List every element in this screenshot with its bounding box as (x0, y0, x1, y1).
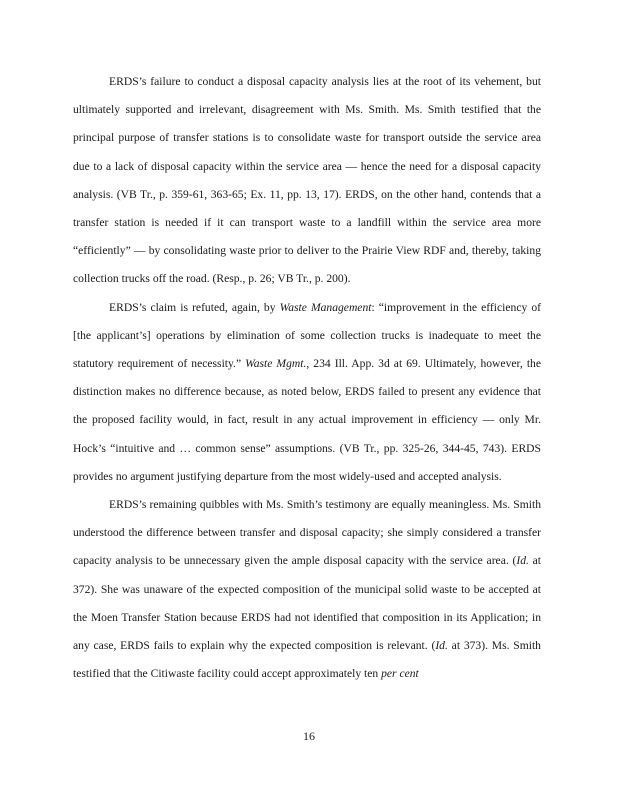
italic-text: Waste Management (279, 300, 372, 314)
italic-text: per cent (381, 667, 419, 681)
paragraph-3 (73, 491, 541, 688)
paragraph-1 (73, 68, 541, 294)
paragraph-text: at 372). She was unaware of the expected composition of the municipal solid waste to be accepted at the Moen Transfer Station because ERDS had not identified that composition in its Application; in any case, ERDS fails to explain why the expected composition is relevant. ( (73, 554, 542, 653)
italic-text: Id. (516, 554, 529, 568)
paragraph-text: at 373). Ms. Smith testified that the Citiwaste facility could accept approximately ten (73, 639, 541, 681)
paragraph-text: , 234 Ill. App. 3d at 69. Ultimately, however, the distinction makes no difference because, as noted below, ERDS failed to present any evidence that the proposed facility would, in fact, result in any actual improvement in efficiency — only Mr. Hock’s “intuitive and … common sense” assumptions. (VB Tr., pp. 325-26, 344-45, 743). ERDS provides no argument justifying departure from the most widely-used and accepted analysis. (73, 357, 541, 483)
paragraph-text: : “improvement in the efficiency of [the applicant’s] operations by elimination of some collection trucks is inadequate to meet the statutory requirement of necessity.” (73, 300, 541, 371)
paragraph-text: ERDS’s claim is refuted, again, by (109, 300, 280, 314)
paragraph-text: ERDS’s remaining quibbles with Ms. Smith’s testimony are equally meaningless. Ms. Smith understood the difference between transfer and disposal capacity; she simply considered a transfer capacity analysis to be unnecessary given the ample disposal capacity with the service area. ( (73, 498, 541, 568)
italic-text: Id. (435, 639, 448, 653)
paragraph-2 (73, 294, 541, 491)
page-number: 16 (303, 729, 315, 743)
paragraph-text: ERDS’s failure to conduct a disposal capacity analysis lies at the root of its vehement, but ultimately supported and irrelevant, disagreement with Ms. Smith. Ms. Smith testified that the principal purpose of transfer stations is to consolidate waste for transport outside the service area due to a lack of disposal capacity within the service area — hence the need for a disposal capacity analysis. (VB Tr., p. 359-61, 363-65; Ex. 11, pp. 13, 17). ERDS, on the other hand, contends that a transfer station is needed if it can transport waste to a landfill within the service area more “efficiently” — by consolidating waste prior to deliver to the Prairie View RDF and, thereby, taking collection trucks off the road. (Resp., p. 26; VB Tr., p. 200). (73, 75, 541, 286)
body-text (73, 68, 541, 688)
italic-text: Waste Mgmt. (245, 357, 307, 371)
